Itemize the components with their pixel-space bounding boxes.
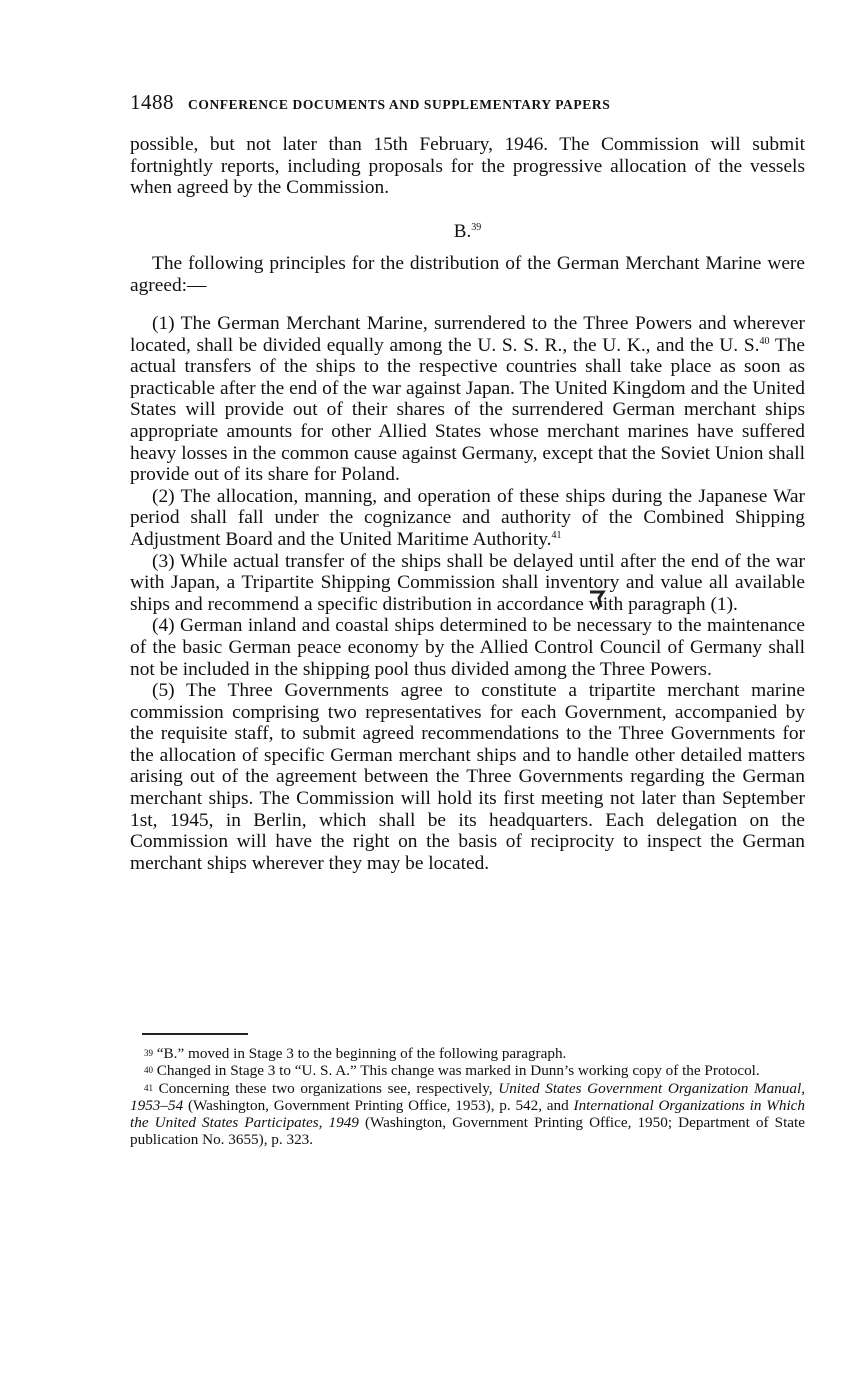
footnote-41-text-2: (Washington, Government Printing Office, 1953), p. 542, and — [183, 1096, 574, 1114]
principle-5: (5) The Three Governments agree to constitute a tripartite merchant marine commission comprising two representatives for each Government, accompanied by the requisite staff, to submit agreed recommendations to the Three Governments for the allocation of specific German merchant ships and to handle other detailed matters arising out of the agreement between the Three Governments regarding the German merchant ships. The Commission will hold its first meeting not later than September 1st, 1945, in Berlin, which shall be its headquarters. Each delegation on the Commission will have the right on the basis of reciprocity to inspect the German merchant ships wherever they may be located. — [130, 680, 805, 874]
page-header — [130, 90, 805, 114]
footnote-40-number: 40 — [144, 1065, 153, 1076]
footnote-41-title-1: United States Government Organization Manual, 1953–54 — [130, 1079, 805, 1114]
principle-3: (3) While actual transfer of the ships shall be delayed until after the end of the war with Japan, a Tripartite Shipping Commission shall inventory and value all available ships and recommend a specific distribution in accordance with paragraph (1). — [130, 550, 805, 615]
footnote-41-number: 41 — [144, 1082, 153, 1093]
section-heading — [130, 221, 805, 243]
footnote-ref-41: 41 — [551, 529, 562, 541]
footnote-rule — [142, 1033, 248, 1035]
footnote-39 — [130, 1045, 805, 1062]
running-head: CONFERENCE DOCUMENTS AND SUPPLEMENTARY PAPERS — [188, 97, 611, 112]
section-label: B. — [453, 221, 472, 242]
intro-paragraph — [130, 253, 805, 296]
opening-text: possible, but not later than 15th February, 1946. The Commission will submit fortnightly reports, including proposals for the progressive allocation of the vessels when agreed by the Commission. — [130, 134, 805, 199]
footnote-39-number: 39 — [144, 1048, 153, 1058]
principle-1-text-a: (1) The German Merchant Marine, surrendered to the Three Powers and wherever located, shall be divided equally among the U. S. S. R., the U. K., and the U. S. — [130, 313, 805, 356]
principles-list — [130, 313, 805, 874]
footnote-41-text-1: Concerning these two organizations see, respectively, — [158, 1079, 499, 1097]
principle-1-text-b: The actual transfers of the ships to the respective countries shall take place as soon as practicable after the end of the war against Japan. The United Kingdom and the United States will provide out of their shares of the surrendered German merchant ships appropriate amounts for other Allied States whose merchant marines have suffered heavy losses in the common cause against Germany, except that the Soviet Union shall provide out of its share for Poland. — [130, 334, 805, 486]
page-number: 1488 — [130, 90, 174, 114]
footnote-40-text: Changed in Stage 3 to “U. S. A.” This change was marked in Dunn’s working copy of the Protocol. — [156, 1062, 760, 1080]
footnote-40 — [130, 1062, 805, 1079]
footnote-ref-39: 39 — [471, 222, 482, 233]
principle-2-text: (2) The allocation, manning, and operation of these ships during the Japanese War period shall fall under the cognizance and authority of the Combined Shipping Adjustment Board and the United Maritime Authority. — [130, 485, 805, 550]
footnote-41-title-2: International Organizations in Which the United States Participates, 1949 — [130, 1096, 805, 1132]
footnote-41 — [130, 1080, 805, 1149]
footnote-41-text-3: (Washington, Government Printing Office, 1950; Department of State publication No. 3655), p. 323. — [130, 1114, 805, 1149]
footnotes — [130, 1045, 805, 1149]
principle-4: (4) German inland and coastal ships determined to be necessary to the maintenance of the basic German peace economy by the Allied Control Council of Germany shall not be included in the shipping pool thus divided among the Three Powers. — [130, 615, 805, 680]
footnote-ref-40: 40 — [759, 335, 770, 347]
margin-mark-icon — [588, 589, 608, 609]
principle-2 — [130, 486, 805, 551]
footnote-39-text: “B.” moved in Stage 3 to the beginning of the following paragraph. — [156, 1045, 567, 1062]
intro-text: The following principles for the distribution of the German Merchant Marine were agreed:— — [130, 253, 805, 296]
opening-paragraph — [130, 134, 805, 199]
principle-1 — [130, 313, 805, 486]
